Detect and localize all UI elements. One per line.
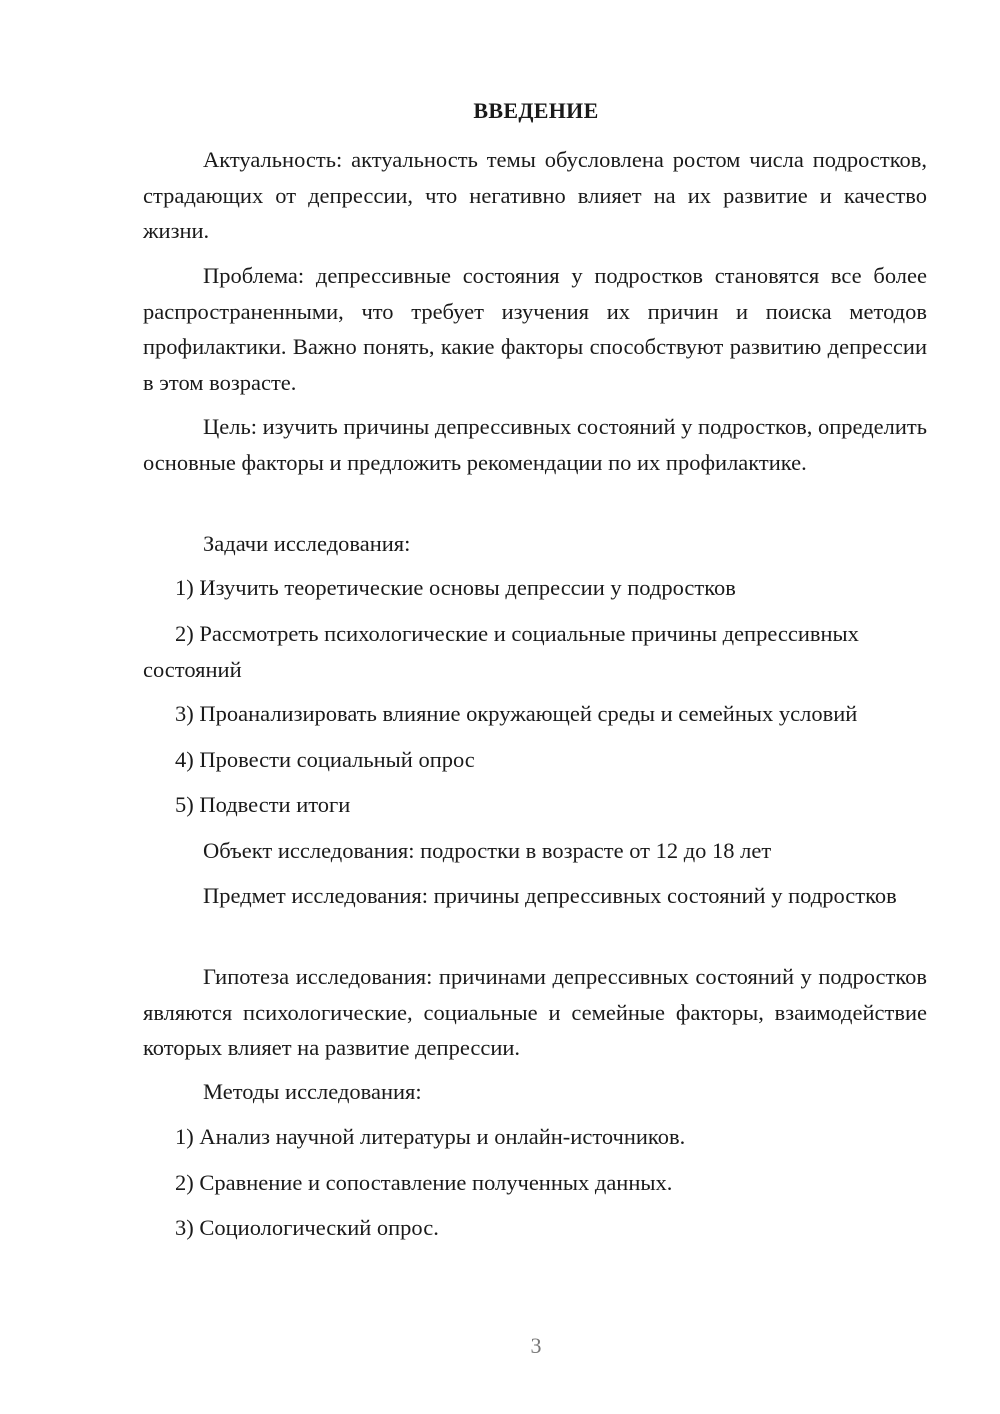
relevance-paragraph: Актуальность: актуальность темы обусловлена ростом числа подростков, страдающих от депрессии, что негативно влияет на их развитие и качество жизни. xyxy=(143,147,927,243)
list-item: 1) Анализ научной литературы и онлайн-источников. xyxy=(175,1124,686,1149)
list-item: 2) Рассмотреть психологические и социальные причины депрессивных состояний xyxy=(143,621,859,682)
problem-paragraph: Проблема: депрессивные состояния у подростков становятся все более распространенными, что требует изучения их причин и поиска методов профилактики. Важно понять, какие факторы способствуют развитию депрессии в этом возрасте. xyxy=(143,263,927,395)
goal-paragraph: Цель: изучить причины депрессивных состояний у подростков, определить основные факторы и предложить рекомендации по их профилактике. xyxy=(143,414,927,475)
methods-title: Методы исследования: xyxy=(203,1079,422,1104)
object-paragraph: Объект исследования: подростки в возрасте от 12 до 18 лет xyxy=(203,838,772,863)
list-item: 3) Социологический опрос. xyxy=(175,1215,439,1240)
page-title: ВВЕДЕНИЕ xyxy=(473,98,599,123)
tasks-title: Задачи исследования: xyxy=(203,531,411,556)
list-item: 5) Подвести итоги xyxy=(175,792,351,817)
page-number: 3 xyxy=(530,1333,542,1358)
list-item: 3) Проанализировать влияние окружающей среды и семейных условий xyxy=(175,701,858,726)
list-item: 2) Сравнение и сопоставление полученных данных. xyxy=(175,1170,673,1195)
list-item: 1) Изучить теоретические основы депрессии у подростков xyxy=(175,575,736,600)
subject-paragraph: Предмет исследования: причины депрессивных состояний у подростков xyxy=(203,883,897,908)
list-item: 4) Провести социальный опрос xyxy=(175,747,475,772)
hypothesis-paragraph: Гипотеза исследования: причинами депрессивных состояний у подростков являются психологические, социальные и семейные факторы, взаимодействие которых влияет на развитие депрессии. xyxy=(143,964,927,1060)
